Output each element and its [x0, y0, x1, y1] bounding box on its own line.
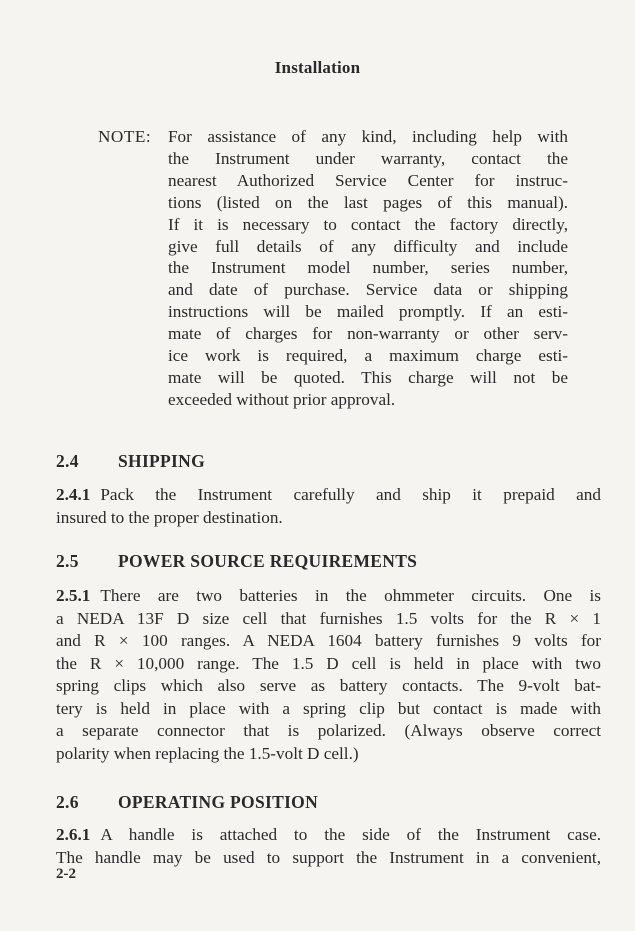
note-line: ice work is required, a maximum charge esti-: [168, 346, 568, 366]
paragraph-line: a separate connector that is polarized. (Always observe correct: [56, 721, 601, 740]
paragraph-line: a NEDA 13F D size cell that furnishes 1.5 volts for the R × 1: [56, 608, 601, 628]
note-line: the Instrument under warranty, contact the: [168, 148, 568, 168]
note-line: the Instrument model number, series number,: [168, 258, 568, 278]
page-number: 2-2: [56, 866, 76, 882]
note-line: If it is necessary to contact the factory directly,: [168, 214, 568, 234]
paragraph-line: and R × 100 ranges. A NEDA 1604 battery furnishes 9 volts for: [56, 631, 601, 650]
section-heading-shipping: [56, 451, 205, 472]
section-title: OPERATING POSITION: [118, 792, 319, 812]
section-number: 2.4: [56, 451, 79, 471]
note-line: give full details of any difficulty and include: [168, 236, 568, 256]
note-line: nearest Authorized Service Center for instruc-: [168, 170, 568, 190]
note-line: and date of purchase. Service data or shipping: [168, 280, 568, 300]
note-line: instructions will be mailed promptly. If an esti-: [168, 302, 568, 322]
paragraph-line: 2.5.1 There are two batteries in the ohmmeter circuits. One is: [56, 586, 601, 605]
section-heading-operating-position: [56, 792, 318, 813]
section-title: POWER SOURCE REQUIREMENTS: [118, 551, 418, 571]
paragraph-line: 2.4.1 Pack the Instrument carefully and ship it prepaid and: [56, 485, 601, 504]
paragraph-number: 2.4.1: [56, 485, 91, 504]
section-title: SHIPPING: [118, 451, 205, 471]
paragraph-line: The handle may be used to support the Instrument in a convenient,: [56, 847, 601, 867]
note-line: For assistance of any kind, including help with: [168, 127, 568, 146]
paragraph-number: 2.6.1: [56, 825, 91, 844]
note-label: NOTE:: [98, 127, 152, 146]
note-line: exceeded without prior approval.: [168, 389, 396, 409]
paragraph-line: 2.6.1 A handle is attached to the side of the Instrument case.: [56, 825, 601, 844]
paragraph-shipping: [56, 484, 601, 529]
section-number: 2.5: [56, 551, 79, 571]
paragraph-operating-position: [56, 824, 601, 869]
paragraph-line: polarity when replacing the 1.5-volt D cell.): [56, 743, 359, 763]
paragraph-number: 2.5.1: [56, 586, 91, 605]
paragraph-line: spring clips which also serve as battery contacts. The 9-volt bat-: [56, 676, 601, 695]
note-line: mate will be quoted. This charge will not be: [168, 367, 568, 387]
section-heading-power-source: [56, 551, 417, 572]
page-title: Installation: [274, 58, 361, 77]
section-number: 2.6: [56, 792, 79, 812]
paragraph-power-source: [56, 585, 601, 765]
note-body: [168, 126, 568, 411]
paragraph-line: tery is held in place with a spring clip but contact is made with: [56, 698, 601, 718]
paragraph-line: insured to the proper destination.: [56, 507, 283, 527]
note-line: tions (listed on the last pages of this manual).: [168, 192, 568, 212]
paragraph-line: the R × 10,000 range. The 1.5 D cell is held in place with two: [56, 653, 601, 673]
note-line: mate of charges for non-warranty or other serv-: [168, 324, 568, 344]
